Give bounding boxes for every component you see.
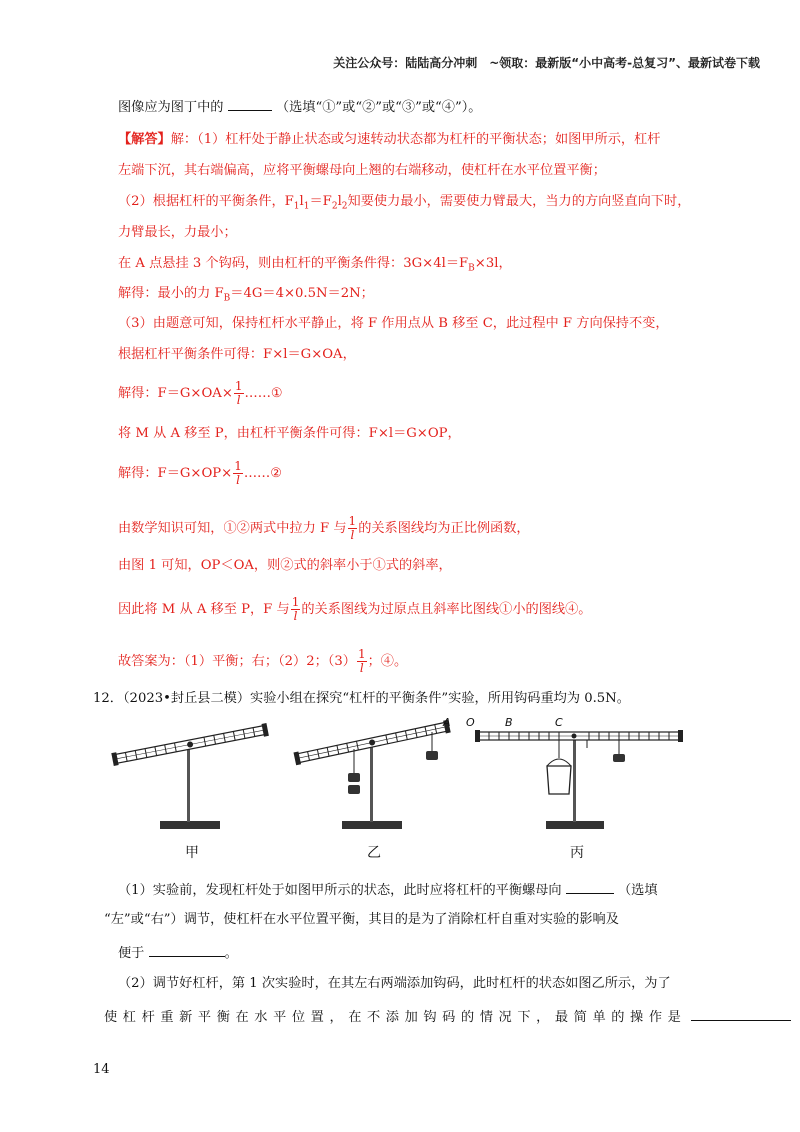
answer-line-5: 在 A 点悬挂 3 个钩码，则由杠杆的平衡条件得：$3G\times 4l=F_B\times 3l$， — [118, 256, 512, 274]
answer-line-14: 因此将 M 从 A 移至 P，F 与 $\frac{1}{l}$ 的关系图线为过原点且斜率比图线①小的图线④。 — [118, 595, 592, 623]
point-label-c: C — [555, 716, 563, 729]
fraction: $\frac{1}{l}$ — [348, 514, 357, 542]
intro-line: 图像应为图丁中的 （选填“①”或“②”或“③”或“④”）。 — [118, 96, 482, 118]
answer-line-15: 故答案为：（1）平衡；右；（2）2；（3） $\frac{1}{l}$ ；④。 — [118, 647, 408, 675]
question-12-head: 12．（2023•封丘县二模）实验小组在探究“杠杆的平衡条件”实验，所用钩码重均为 0.5N。 — [93, 691, 630, 706]
fraction: $\frac{1}{l}$ — [234, 459, 242, 487]
answer-line-9: 解得：F＝G×OA× $\frac{1}{l}$ ……① — [118, 379, 283, 407]
answer-line-13: 由图 1 可知，OP＜OA，则②式的斜率小于①式的斜率， — [118, 558, 452, 573]
figure-label-yi: 乙 — [367, 845, 381, 861]
figure-label-bing: 丙 — [570, 845, 584, 861]
answer-line-3: （2）根据杠杆的平衡条件，$F_1l_1=F_2l_2$知要使力最小，需要使力臂最大，当力的方向竖直向下时， — [118, 194, 691, 212]
figure-label-jia: 甲 — [185, 845, 199, 861]
answer-line-2: 左端下沉，其右端偏高，应将平衡螺母向上翘的右端移动，使杠杆在水平位置平衡； — [118, 163, 606, 178]
answer-line-6: 解得：最小的力 $F_B=4G=4\times 0.5N=2N$； — [118, 286, 374, 304]
figure-yi — [293, 720, 450, 829]
point-label-a: A — [443, 716, 451, 729]
answer-line-7: （3）由题意可知，保持杠杆水平静止，将 F 作用点从 B 移至 C，此过程中 F 方向保持不变， — [118, 316, 669, 331]
answer-blank — [691, 1006, 791, 1021]
answer-line-1: 【解答】解：（1）杠杆处于静止状态或匀速转动状态都为杠杆的平衡状态；如图甲所示，杠杆 — [118, 132, 661, 147]
answer-blank — [228, 96, 272, 111]
page-number: 14 — [93, 1062, 110, 1077]
q12-part1-line1: （1）实验前，发现杠杆处于如图甲所示的状态，此时应将杠杆的平衡螺母向 （选填 — [118, 879, 658, 901]
figure-bing — [475, 730, 683, 829]
fraction: $\frac{1}{l}$ — [357, 647, 366, 675]
fraction: $\frac{1}{l}$ — [234, 379, 243, 407]
q12-part2-line1: （2）调节好杠杆，第 1 次实验时，在其左右两端添加钩码，此时杠杆的状态如图乙所示，为了 — [118, 976, 671, 991]
answer-line-12: 由数学知识可知，①②两式中拉力 F 与 $\frac{1}{l}$ 的关系图线均为正比例函数， — [118, 514, 530, 542]
answer-blank — [566, 879, 614, 894]
fraction: $\frac{1}{l}$ — [291, 595, 300, 623]
answer-blank — [149, 942, 225, 957]
figure-jia — [111, 723, 269, 829]
q12-part2-line2: 使杠杆重新平衡在水平位置，在不添加钩码的情况下，最简单的操作是 — [104, 1006, 791, 1028]
answer-tag: 【解答】 — [118, 132, 171, 147]
q12-part1-line2: “左”或“右”）调节，使杠杆在水平位置平衡，其目的是为了消除杠杆自重对实验的影响及 — [104, 912, 619, 927]
q12-part1-line3: 便于 。 — [118, 942, 238, 964]
answer-line-11: 解得：F＝G×OP× $\frac{1}{l}$ ……② — [118, 459, 283, 487]
page-header: 关注公众号：陆陆高分冲刺 ~领取：最新版“小中高考-总复习”、最新试卷下载 — [333, 56, 760, 70]
answer-line-4: 力臂最长，力最小； — [118, 225, 237, 240]
answer-line-8: 根据杠杆平衡条件可得：F×l＝G×OA， — [118, 347, 356, 362]
point-label-o: O — [466, 716, 475, 729]
answer-line-10: 将 M 从 A 移至 P，由杠杆平衡条件可得：F×l＝G×OP， — [118, 426, 461, 441]
point-label-b: B — [505, 716, 513, 729]
